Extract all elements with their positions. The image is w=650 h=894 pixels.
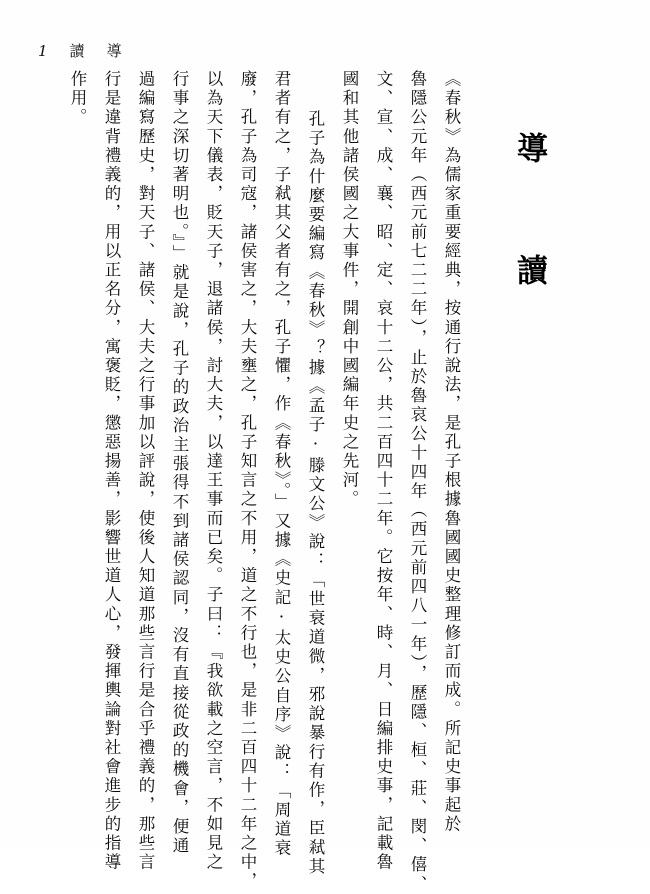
text-column: 行事之深切著明也。』」就是說，孔子的政治主張得不到諸侯認同，沒有直接從政的機會，便通 <box>170 70 189 856</box>
text-column: 文、宣、成、襄、昭、定、哀十二公，共二百四十二年。它按年、時、月、日編排史事，記載魯 <box>374 70 393 873</box>
text-column: 廢，孔子為司寇，諸侯害之，大夫壅之，孔子知言之不用，道之不行也，是非二百四十二年之中， <box>238 70 257 892</box>
running-head-char-1: 導 <box>106 42 122 60</box>
page-title: 導 讀 <box>511 132 547 315</box>
body-text <box>40 70 468 894</box>
text-column: 孔子為什麼要編寫《春秋》？據《孟子·滕文公》說：「世衰道微，邪說暴行有作，臣弒其 <box>306 110 325 877</box>
text-column: 過編寫歷史，對天子、諸侯、大夫之行事加以評說，使後人知道那些言行是合乎禮義的，那些言 <box>136 70 155 873</box>
text-column: 以為天下儀表，貶天子，退諸侯，討大夫，以達王事而已矣。子曰：『我欲載之空言，不如見之 <box>204 70 223 873</box>
text-column: 魯隱公元年（西元前七二二年），止於魯哀公十四年（西元前四八一年），歷隱、桓、莊、閔、僖、 <box>408 70 427 894</box>
text-column: 行是違背禮義的，用以正名分，寓褒貶，懲惡揚善，影響世道人心，發揮輿論對社會進步的指導 <box>102 70 121 873</box>
text-column: 《春秋》為儒家重要經典，按通行說法，是孔子根據魯國國史整理修訂而成。所記史事起於 <box>442 70 461 834</box>
running-head-char-2: 讀 <box>69 42 85 60</box>
page-number: 1 <box>38 42 48 60</box>
text-column: 君者有之，子弒其父者有之，孔子懼，作《春秋》。」又據《史記·太史公自序》說：「周道衰 <box>272 70 291 859</box>
text-column: 作用。 <box>68 70 87 128</box>
text-column: 國和其他諸侯國之大事件，開創中國編年史之先河。 <box>340 70 359 510</box>
